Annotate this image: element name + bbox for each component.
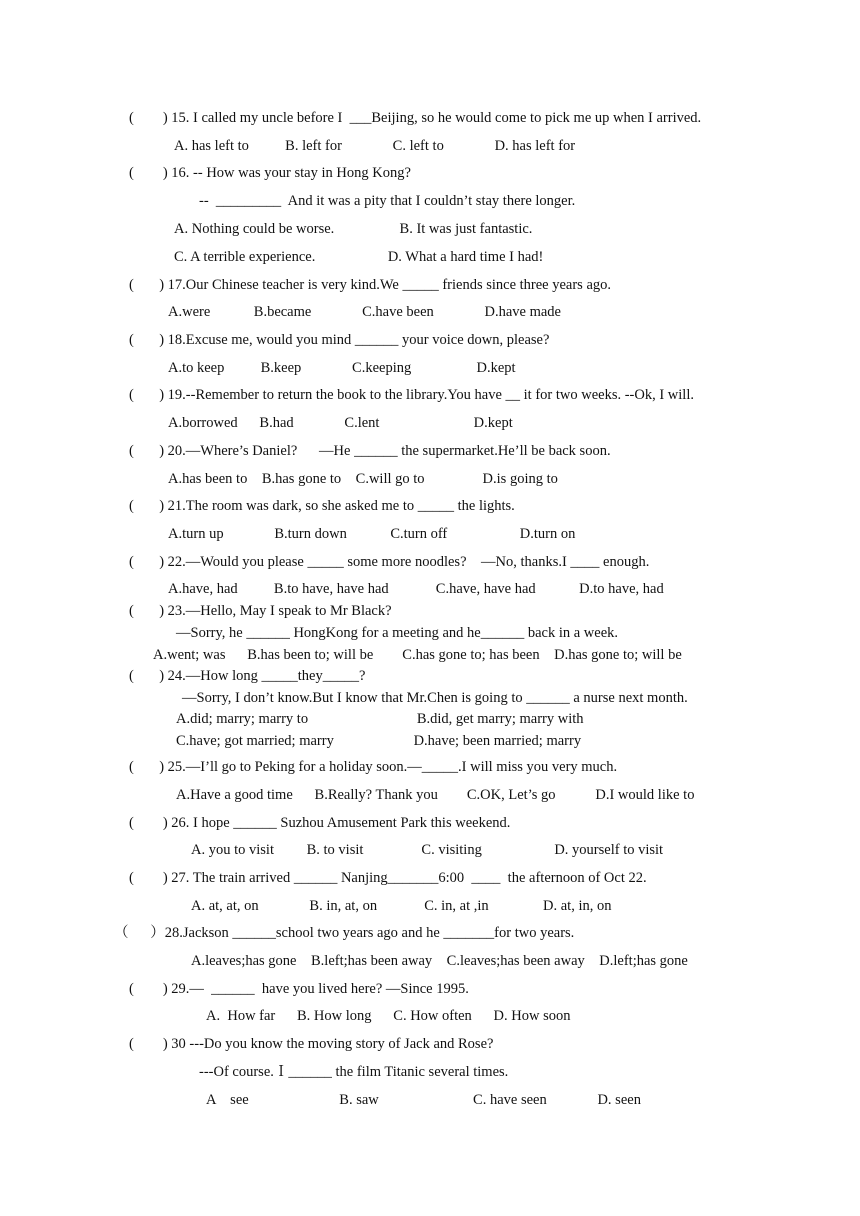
question-25-stem: ( ) 25.—I’ll go to Peking for a holiday soon.—_____.I will miss you very much. [129,759,618,775]
question-17-options: A.were B.became C.have been D.have made [168,304,561,320]
question-30-line-1: ---Of course.Ｉ______ the film Titanic several times. [199,1064,509,1080]
question-26-options: A. you to visit B. to visit C. visiting D. yourself to visit [191,842,664,858]
question-27-stem: ( ) 27. The train arrived ______ Nanjing_______6:00 ____ the afternoon of Oct 22. [129,870,647,886]
question-18-stem: ( ) 18.Excuse me, would you mind ______ your voice down, please? [129,332,550,348]
question-15-stem: ( ) 15. I called my uncle before I ___Beijing, so he would come to pick me up when I arrived. [129,110,702,126]
question-21-options: A.turn up B.turn down C.turn off D.turn on [168,526,576,542]
question-25-options: A.Have a good time B.Really? Thank you C.OK, Let’s go D.I would like to [176,787,695,803]
question-23-line-1: —Sorry, he ______ HongKong for a meeting and he______ back in a week. [176,625,619,641]
question-28-stem: （ ）28.Jackson ______school two years ago and he _______for two years. [114,925,575,941]
question-27-options: A. at, at, on B. in, at, on C. in, at ,in D. at, in, on [191,898,612,914]
question-19-stem: ( ) 19.--Remember to return the book to the library.You have __ it for two weeks. --Ok, I will. [129,387,694,403]
question-15-options: A. has left to B. left for C. left to D. has left for [174,138,576,154]
question-22-options: A.have, had B.to have, have had C.have, have had D.to have, had [168,581,664,597]
question-26-stem: ( ) 26. I hope ______ Suzhou Amusement Park this weekend. [129,815,511,831]
question-29-stem: ( ) 29.— ______ have you lived here? —Since 1995. [129,981,469,997]
question-24-options-ab: A.did; marry; marry to B.did, get marry; marry with [176,711,584,727]
question-23-options: A.went; was B.has been to; will be C.has gone to; has been D.has gone to; will be [153,647,682,663]
question-19-options: A.borrowed B.had C.lent D.kept [168,415,513,431]
question-18-options: A.to keep B.keep C.keeping D.kept [168,360,516,376]
question-16-line-1: -- _________ And it was a pity that I couldn’t stay there longer. [199,193,576,209]
question-24-options-cd: C.have; got married; marry D.have; been married; marry [176,733,582,749]
question-16-stem: ( ) 16. -- How was your stay in Hong Kong? [129,165,411,181]
question-28-options: A.leaves;has gone B.left;has been away C.leaves;has been away D.left;has gone [191,953,688,969]
question-17-stem: ( ) 17.Our Chinese teacher is very kind.We _____ friends since three years ago. [129,277,612,293]
question-23-stem: ( ) 23.—Hello, May I speak to Mr Black? [129,603,392,619]
question-24-line-1: —Sorry, I don’t know.But I know that Mr.Chen is going to ______ a nurse next month. [182,690,688,706]
question-20-options: A.has been to B.has gone to C.will go to D.is going to [168,471,558,487]
question-22-stem: ( ) 22.—Would you please _____ some more noodles? —No, thanks.I ____ enough. [129,554,650,570]
question-16-options-ab: A. Nothing could be worse. B. It was just fantastic. [174,221,533,237]
question-16-options-cd: C. A terrible experience. D. What a hard time I had! [174,249,544,265]
question-21-stem: ( ) 21.The room was dark, so she asked me to _____ the lights. [129,498,515,514]
question-30-options: A see B. saw C. have seen D. seen [206,1092,641,1108]
question-24-stem: ( ) 24.—How long _____they_____? [129,668,366,684]
question-20-stem: ( ) 20.—Where’s Daniel? —He ______ the supermarket.He’ll be back soon. [129,443,611,459]
question-29-options: A. How far B. How long C. How often D. How soon [206,1008,571,1024]
question-30-stem: ( ) 30 ---Do you know the moving story of Jack and Rose? [129,1036,494,1052]
